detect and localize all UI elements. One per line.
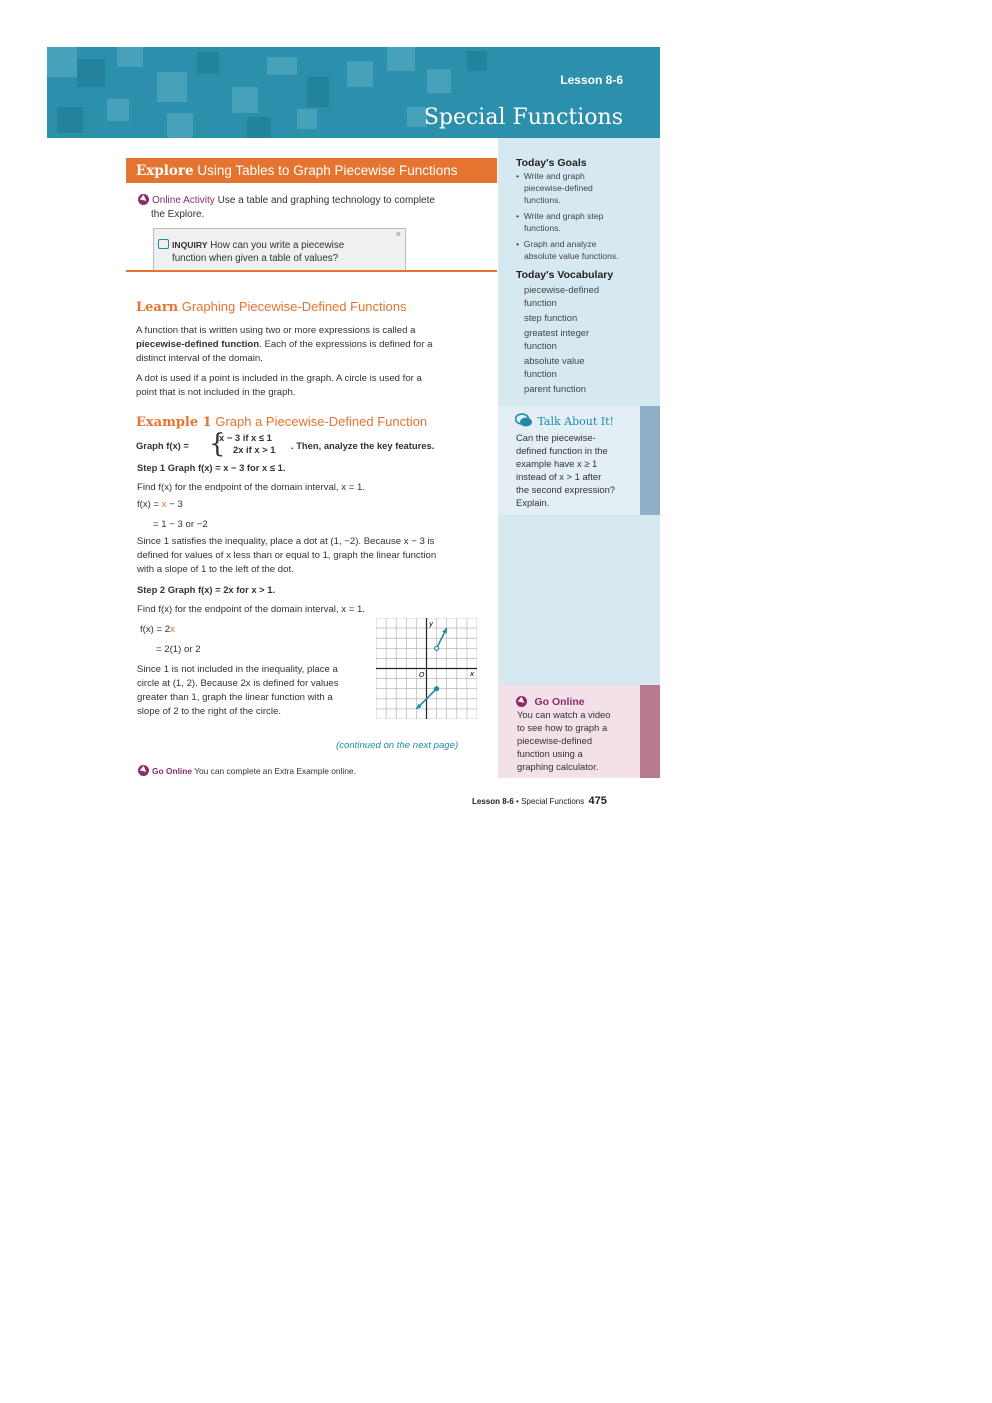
open-circle	[435, 646, 439, 650]
vocab-heading: Today's Vocabulary	[516, 269, 614, 281]
continued-note: (continued on the next page)	[336, 740, 459, 751]
talk-about-it-strip	[640, 406, 660, 515]
key-term: piecewise-defined function	[136, 339, 260, 350]
chat-icon	[158, 239, 169, 249]
talk-about-it-text: Can the piecewise- defined function in the example have x ≥ 1 instead of x > 1 after the second expression? Explain.	[516, 432, 616, 508]
inquiry-label: INQUIRY	[172, 240, 208, 250]
explore-label: Explore	[136, 163, 194, 179]
talk-about-it-title: Talk About It!	[537, 415, 614, 428]
piecewise-brace: {	[209, 429, 226, 459]
extra-example: Go Online You can complete an Extra Example online.	[138, 764, 356, 778]
piecewise-definition: x − 3 if x ≤ 1 2x if x > 1	[219, 432, 276, 455]
inquiry-box: × INQUIRY How can you write a piecewise function when given a table of values?	[153, 228, 406, 271]
step1-equation-2: = 1 − 3 or −2	[153, 519, 208, 530]
goal-item: • Graph and analyze absolute value functions.	[516, 239, 619, 261]
page-footer: Lesson 8-6 • Special Functions 475	[472, 795, 607, 807]
learn-paragraph-1: A function that is written using two or more expressions is called a piecewise-defined function. Each of the expressions is defined for a distinct interval of the domain.	[136, 325, 433, 364]
goals-heading: Today's Goals	[516, 157, 587, 169]
step2-equation-2: = 2(1) or 2	[156, 644, 201, 655]
step1-equation: f(x) = x − 3	[137, 499, 183, 510]
section-divider	[126, 270, 497, 272]
step2-equation: f(x) = 2x	[140, 624, 175, 635]
example-prompt-end: . Then, analyze the key features.	[291, 440, 435, 451]
online-activity: Online Activity Use a table and graphing technology to complete the Explore.	[138, 194, 435, 222]
goal-item: • Write and graph step functions.	[516, 211, 604, 233]
go-online-link[interactable]: Go Online	[152, 766, 193, 776]
origin-label: O	[419, 671, 425, 679]
talk-about-it-header	[515, 412, 614, 430]
example-prompt-start: Graph f(x) =	[136, 440, 189, 451]
example-heading: Example 1 Graph a Piecewise-Defined Function	[136, 414, 428, 430]
step2-explanation: Since 1 is not included in the inequality, place a circle at (1, 2). Because 2x is defined for values greater than 1, graph the linear function with a slope of 2 to the right of the circle.	[137, 664, 339, 717]
vocab-term[interactable]: absolute value	[524, 355, 585, 366]
learn-heading: Learn Graphing Piecewise-Defined Functions	[136, 299, 407, 315]
cursor-icon	[138, 194, 149, 205]
x-axis-label: x	[470, 670, 475, 678]
cursor-icon	[516, 696, 527, 707]
inquiry-text: How can you write a piecewise	[210, 240, 345, 251]
explore-title: Using Tables to Graph Piecewise Functions	[197, 163, 458, 178]
lesson-title: Special Functions	[423, 105, 623, 130]
goal-item: • Write and graph piecewise-defined functions.	[516, 171, 593, 205]
vocab-list: piecewise-defined function step function greatest integer function absolute value function parent function	[524, 284, 600, 394]
step1-find: Find f(x) for the endpoint of the domain interval, x = 1.	[137, 482, 365, 493]
step2-find: Find f(x) for the endpoint of the domain interval, x = 1.	[137, 604, 365, 615]
lesson-banner	[47, 47, 660, 138]
step1-explanation: Since 1 satisfies the inequality, place a dot at (1, −2). Because x − 3 is defined for values of x less than or equal to 1, graph the linear function with a slope of 1 to the left of the dot.	[137, 536, 437, 575]
go-online-strip	[640, 685, 660, 778]
closed-dot	[435, 687, 439, 691]
cursor-icon	[138, 765, 149, 776]
explore-header	[126, 158, 497, 183]
go-online-text: You can watch a video to see how to graph a piecewise-defined function using a graphing calculator.	[517, 709, 611, 772]
step2-heading: Step 2 Graph f(x) = 2x for x > 1.	[137, 584, 276, 595]
step1-heading: Step 1 Graph f(x) = x − 3 for x ≤ 1.	[137, 462, 286, 473]
close-icon[interactable]: ×	[395, 229, 401, 239]
go-online-title[interactable]: Go Online	[534, 696, 585, 708]
online-activity-link[interactable]: Online Activity	[152, 195, 215, 206]
vocab-term[interactable]: step function	[524, 312, 578, 323]
y-axis-label: y	[429, 620, 434, 628]
page-number: 475	[588, 795, 607, 807]
vocab-term[interactable]: parent function	[524, 383, 587, 394]
vocab-term[interactable]: piecewise-defined	[524, 284, 600, 295]
piecewise-graph	[376, 618, 477, 719]
learn-paragraph-2: A dot is used if a point is included in the graph. A circle is used for a point that is not included in the graph.	[136, 373, 422, 398]
vocab-term[interactable]: greatest integer	[524, 327, 590, 338]
speech-bubbles-icon	[515, 413, 533, 428]
lesson-number: Lesson 8-6	[560, 73, 623, 87]
